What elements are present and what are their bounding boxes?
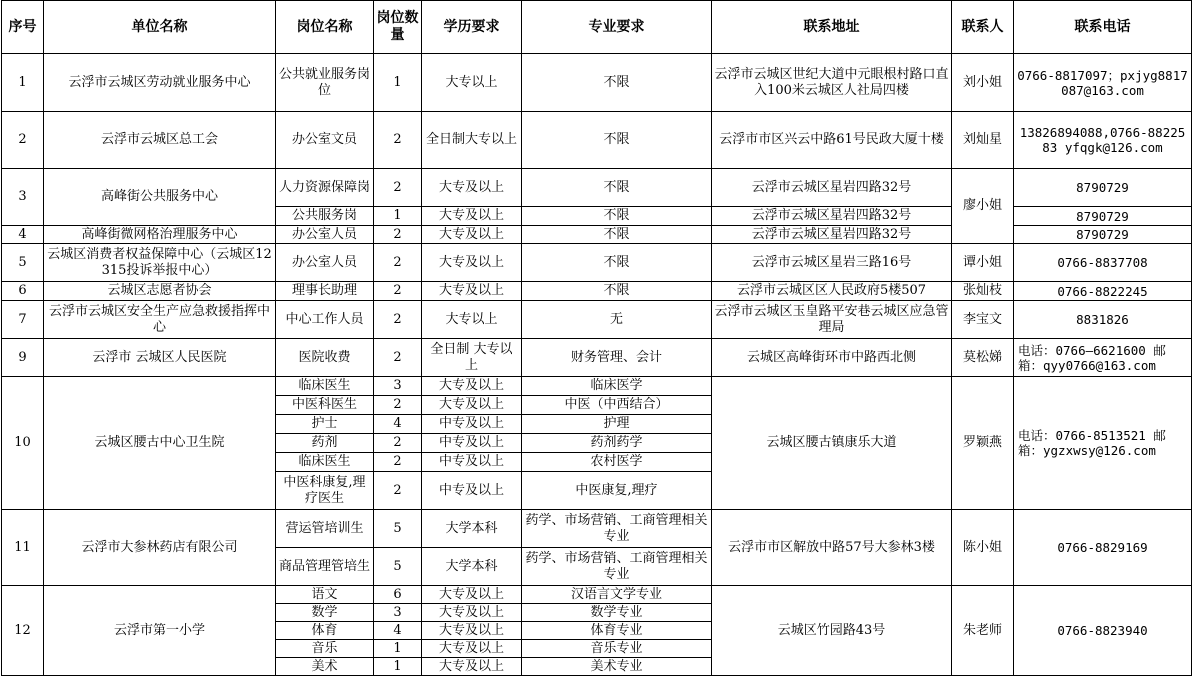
cell-contact: 刘小姐 [952,54,1014,112]
cell-major: 美术专业 [522,658,712,676]
cell-count: 1 [374,640,422,658]
cell-major: 农村医学 [522,453,712,472]
cell-post: 音乐 [276,640,374,658]
header-count: 岗位数量 [374,1,422,54]
cell-seq: 9 [2,339,44,377]
header-unit: 单位名称 [44,1,276,54]
header-contact: 联系人 [952,1,1014,54]
cell-contact: 李宝文 [952,301,1014,339]
cell-unit: 高峰街微网格治理服务中心 [44,226,276,244]
cell-count: 4 [374,415,422,434]
cell-edu: 大专以上 [422,301,522,339]
table-row [2,112,1192,169]
cell-post: 中心工作人员 [276,301,374,339]
cell-address: 云浮市云城区星岩三路16号 [712,244,952,282]
cell-major: 不限 [522,54,712,112]
cell-count: 2 [374,169,422,207]
cell-count: 4 [374,622,422,640]
cell-phone: 8790729 [1014,226,1192,244]
cell-phone: 0766-8837708 [1014,244,1192,282]
cell-post: 数学 [276,604,374,622]
cell-count: 3 [374,377,422,396]
cell-edu: 大专及以上 [422,282,522,301]
cell-seq: 11 [2,510,44,586]
cell-address: 云浮市云城区世纪大道中元眼根村路口直入100米云城区人社局四楼 [712,54,952,112]
cell-edu: 中专及以上 [422,453,522,472]
table-row [2,244,1192,282]
cell-contact: 廖小姐 [952,169,1014,244]
cell-post: 办公室人员 [276,226,374,244]
cell-unit: 云浮市云城区劳动就业服务中心 [44,54,276,112]
cell-major: 音乐专业 [522,640,712,658]
table-row [2,226,1192,244]
cell-address: 云浮市云城区区人民政府5楼507 [712,282,952,301]
cell-count: 2 [374,112,422,169]
cell-edu: 大专及以上 [422,169,522,207]
cell-edu: 大专及以上 [422,586,522,604]
cell-post: 体育 [276,622,374,640]
cell-seq: 12 [2,586,44,676]
cell-post: 中医科康复,理疗医生 [276,472,374,510]
cell-count: 2 [374,244,422,282]
cell-count: 2 [374,339,422,377]
header-edu: 学历要求 [422,1,522,54]
cell-edu: 大专及以上 [422,604,522,622]
cell-unit: 云城区腰古中心卫生院 [44,377,276,510]
cell-post: 办公室人员 [276,244,374,282]
cell-major: 药学、市场营销、工商管理相关专业 [522,548,712,586]
cell-unit: 高峰街公共服务中心 [44,169,276,226]
cell-edu: 大专及以上 [422,207,522,226]
table-row [2,586,1192,604]
cell-major: 临床医学 [522,377,712,396]
cell-phone: 0766-8822245 [1014,282,1192,301]
cell-edu: 大专及以上 [422,226,522,244]
cell-edu: 中专及以上 [422,472,522,510]
cell-count: 2 [374,434,422,453]
header-phone: 联系电话 [1014,1,1192,54]
cell-post: 商品管理管培生 [276,548,374,586]
cell-post: 办公室文员 [276,112,374,169]
cell-edu: 中专及以上 [422,415,522,434]
header-seq: 序号 [2,1,44,54]
cell-count: 1 [374,207,422,226]
cell-major: 不限 [522,112,712,169]
cell-contact: 莫松娣 [952,339,1014,377]
cell-address: 云城区高峰街环市中路西北侧 [712,339,952,377]
cell-address: 云浮市云城区玉皇路平安巷云城区应急管理局 [712,301,952,339]
cell-contact: 刘灿星 [952,112,1014,169]
cell-seq: 7 [2,301,44,339]
cell-post: 公共就业服务岗位 [276,54,374,112]
cell-seq: 6 [2,282,44,301]
recruitment-table [1,0,1192,676]
cell-major: 中医康复,理疗 [522,472,712,510]
cell-major: 不限 [522,244,712,282]
cell-unit: 云浮市大参林药店有限公司 [44,510,276,586]
cell-address: 云浮市云城区星岩四路32号 [712,226,952,244]
cell-major: 护理 [522,415,712,434]
cell-address: 云浮市市区解放中路57号大参林3楼 [712,510,952,586]
cell-major: 体育专业 [522,622,712,640]
cell-count: 5 [374,548,422,586]
cell-major: 不限 [522,226,712,244]
cell-phone: 0766-8817097；pxjyg8817087@163.com [1014,54,1192,112]
cell-seq: 2 [2,112,44,169]
table-row [2,169,1192,207]
cell-edu: 大学本科 [422,510,522,548]
cell-phone: 13826894088,0766-8822583 yfqgk@126.com [1014,112,1192,169]
cell-count: 6 [374,586,422,604]
cell-seq: 5 [2,244,44,282]
cell-unit: 云城区消费者权益保障中心（云城区12315投诉举报中心） [44,244,276,282]
cell-unit: 云浮市云城区总工会 [44,112,276,169]
cell-address: 云浮市云城区星岩四路32号 [712,169,952,207]
table-row [2,282,1192,301]
cell-edu: 大学本科 [422,548,522,586]
cell-post: 临床医生 [276,453,374,472]
cell-phone: 8831826 [1014,301,1192,339]
cell-contact: 张灿枝 [952,282,1014,301]
table-row [2,377,1192,396]
cell-post: 语文 [276,586,374,604]
cell-unit: 云浮市云城区安全生产应急救援指挥中心 [44,301,276,339]
cell-post: 人力资源保障岗 [276,169,374,207]
cell-contact: 罗颖燕 [952,377,1014,510]
cell-phone: 8790729 [1014,169,1192,207]
cell-unit: 云浮市 云城区人民医院 [44,339,276,377]
cell-phone: 8790729 [1014,207,1192,226]
cell-address: 云浮市市区兴云中路61号民政大厦十楼 [712,112,952,169]
table-row [2,339,1192,377]
cell-edu: 全日制 大专以上 [422,339,522,377]
cell-phone: 电话：0766-8513521 邮箱：ygzxwsy@126.com [1014,377,1192,510]
cell-unit: 云城区志愿者协会 [44,282,276,301]
cell-seq: 3 [2,169,44,226]
header-address: 联系地址 [712,1,952,54]
cell-edu: 中专及以上 [422,434,522,453]
table-row [2,54,1192,112]
cell-count: 3 [374,604,422,622]
cell-phone: 0766-8823940 [1014,586,1192,676]
cell-contact: 谭小姐 [952,244,1014,282]
cell-count: 2 [374,226,422,244]
cell-post: 药剂 [276,434,374,453]
cell-major: 数学专业 [522,604,712,622]
cell-major: 不限 [522,282,712,301]
cell-phone: 0766-8829169 [1014,510,1192,586]
cell-post: 临床医生 [276,377,374,396]
cell-seq: 4 [2,226,44,244]
cell-count: 5 [374,510,422,548]
cell-seq: 10 [2,377,44,510]
cell-post: 护士 [276,415,374,434]
cell-edu: 大专及以上 [422,377,522,396]
cell-major: 药学、市场营销、工商管理相关专业 [522,510,712,548]
header-post: 岗位名称 [276,1,374,54]
cell-post: 理事长助理 [276,282,374,301]
cell-major: 汉语言文学专业 [522,586,712,604]
cell-address: 云城区竹园路43号 [712,586,952,676]
cell-count: 2 [374,301,422,339]
cell-count: 2 [374,472,422,510]
cell-count: 2 [374,453,422,472]
header-major: 专业要求 [522,1,712,54]
cell-count: 2 [374,396,422,415]
table-row [2,510,1192,548]
cell-unit: 云浮市第一小学 [44,586,276,676]
cell-count: 1 [374,658,422,676]
cell-phone: 电话：0766—6621600 邮箱：qyy0766@163.com [1014,339,1192,377]
cell-address: 云浮市云城区星岩四路32号 [712,207,952,226]
cell-edu: 全日制大专以上 [422,112,522,169]
cell-count: 2 [374,282,422,301]
cell-post: 医院收费 [276,339,374,377]
cell-count: 1 [374,54,422,112]
header-row [2,1,1192,54]
cell-contact: 朱老师 [952,586,1014,676]
cell-major: 不限 [522,207,712,226]
cell-post: 营运管培训生 [276,510,374,548]
cell-edu: 大专及以上 [422,396,522,415]
cell-edu: 大专及以上 [422,658,522,676]
cell-address: 云城区腰古镇康乐大道 [712,377,952,510]
cell-post: 公共服务岗 [276,207,374,226]
cell-seq: 1 [2,54,44,112]
cell-major: 中医（中西结合） [522,396,712,415]
cell-post: 中医科医生 [276,396,374,415]
cell-major: 财务管理、会计 [522,339,712,377]
cell-major: 不限 [522,169,712,207]
cell-edu: 大专及以上 [422,640,522,658]
cell-post: 美术 [276,658,374,676]
cell-edu: 大专及以上 [422,622,522,640]
table-row [2,301,1192,339]
cell-contact: 陈小姐 [952,510,1014,586]
cell-edu: 大专及以上 [422,244,522,282]
cell-major: 无 [522,301,712,339]
cell-major: 药剂药学 [522,434,712,453]
cell-edu: 大专以上 [422,54,522,112]
